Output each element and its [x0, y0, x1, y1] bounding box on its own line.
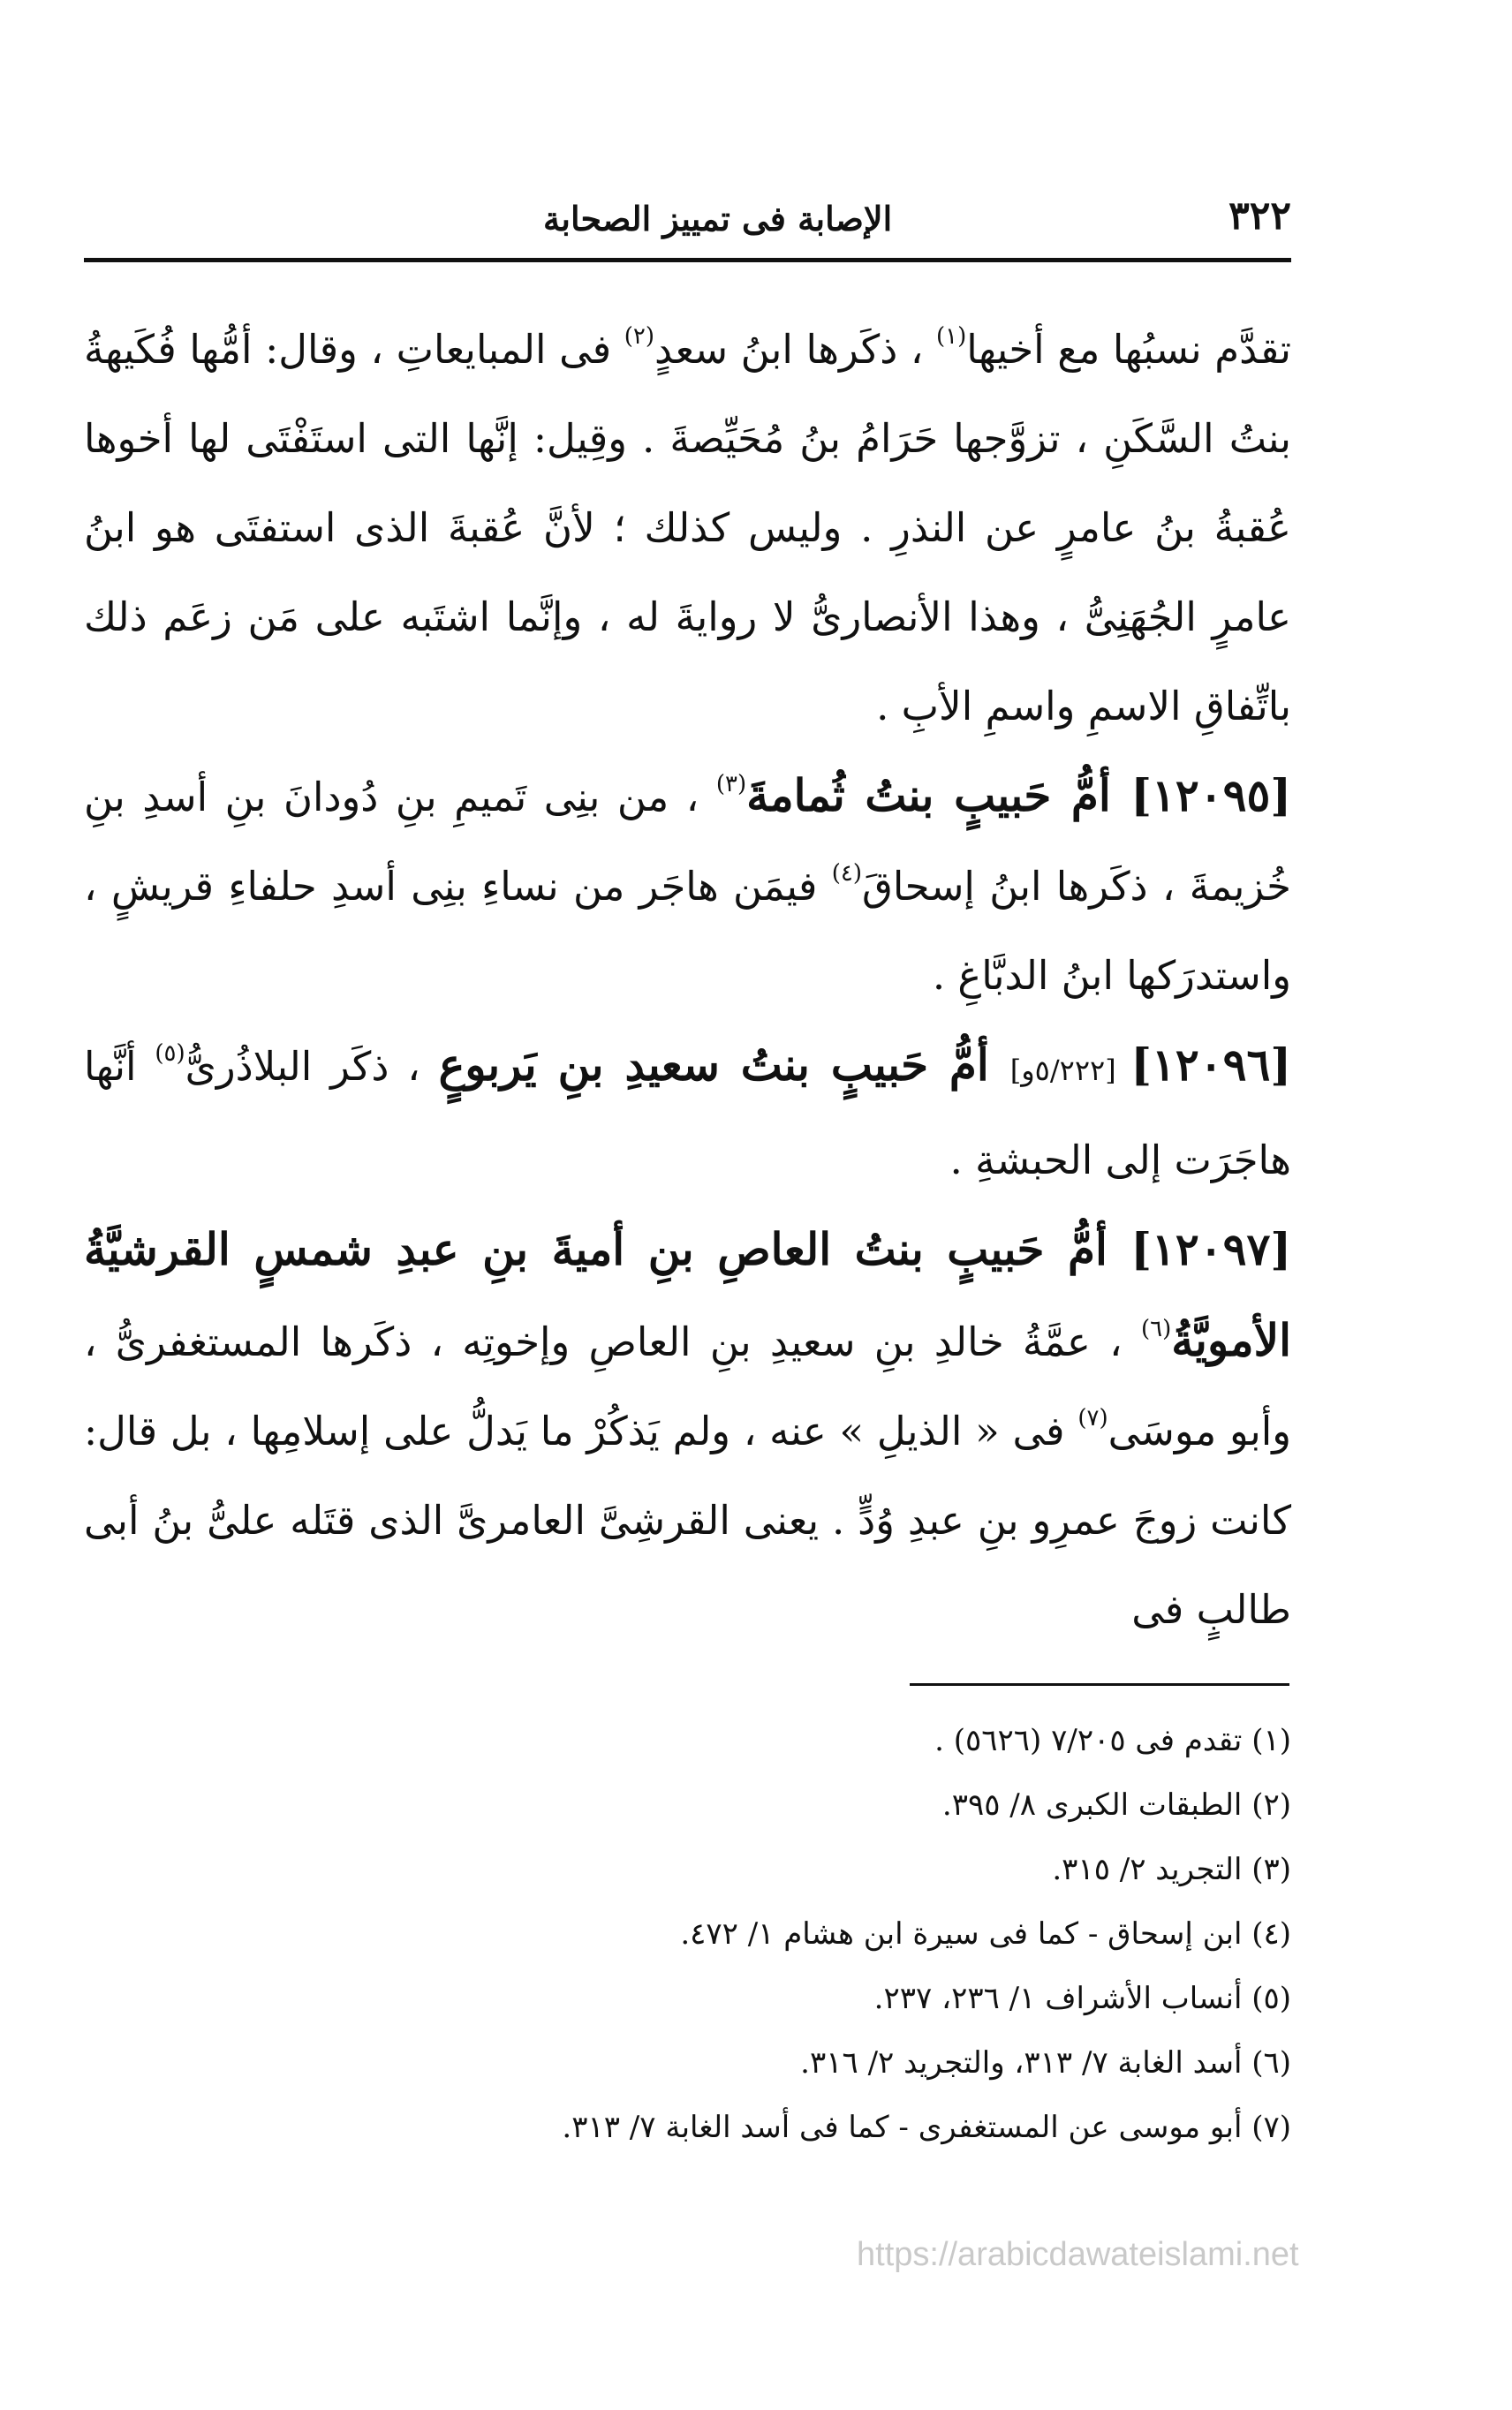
watermark-url: https://arabicdawateislami.net [857, 2236, 1299, 2273]
running-title: الإصابة فى تمييز الصحابة [543, 199, 893, 238]
footnote-5: (٥) أنساب الأشراف ١/ ٢٣٦، ٢٣٧. [873, 1981, 1291, 2016]
entry-12095 [84, 751, 1291, 1020]
entry-heading: أمُّ حَبيبٍ بنتُ سعيدِ بنِ يَربوعٍ [438, 1039, 1010, 1091]
footnote-marker: (٦) [1140, 1316, 1172, 1342]
text-run: ، ذكَرها ابنُ سعدٍ [654, 326, 937, 373]
text-run: فيمَن هاجَر من نساءِ بنِى أسدِ حلفاءِ قريشٍ ، واستدرَكها ابنُ الدبَّاغِ . [84, 863, 1291, 999]
header-rule [84, 258, 1291, 262]
paragraph-intro [84, 305, 1291, 751]
page-reference: [٥/٢٢٢و] [1009, 1054, 1131, 1087]
text-run: فى « الذيلِ » عنه ، ولم يَذكُرْ ما يَدلُّ على إسلامِها ، بل قال: كانت زوجَ عمرِو بنِ عبدِ وُدٍّ . يعنى القرشِىَّ العامرىَّ الذى قتَله علىُّ بنُ أبى طالبٍ فى [84, 1408, 1291, 1633]
footnote-rule [910, 1683, 1289, 1686]
entry-12096 [84, 1020, 1291, 1205]
page-header [84, 177, 1291, 238]
text-run: ، عمَّةُ خالدِ بنِ سعيدِ بنِ العاصِ وإخوتِه ، ذكَرها المستغفرىُّ ، وأبو موسَى [84, 1318, 1292, 1454]
footnote-3: (٣) التجريد ٢/ ٣١٥. [1052, 1852, 1291, 1887]
entry-number: [١٢٠٩٥] [1130, 769, 1292, 821]
main-text [84, 305, 1291, 1654]
entry-heading: أمُّ حَبيبٍ بنتُ العاصِ بنِ أميةَ بنِ عبدِ شمسٍ القرشيَّةُ الأمويَّةُ [84, 1223, 1291, 1366]
footnote-marker: (٢) [624, 323, 654, 350]
entry-number: [١٢٠٩٧] [1130, 1223, 1291, 1275]
footnote-marker: (٤) [831, 860, 863, 887]
text-run: ، من بنِى تَميمِ بنِ دُودانَ بنِ أسدِ بنِ خُزيمةَ ، ذكَرها ابنُ إسحاقَ [84, 774, 1292, 910]
footnote-7: (٧) أبو موسى عن المستغفرى - كما فى أسد الغابة ٧/ ٣١٣. [562, 2110, 1291, 2145]
text-run: فى المبايعاتِ ، وقال: أمُّها فُكَيهةُ بنتُ السَّكَنِ ، تزوَّجها حَرَامُ بنُ مُحَيِّصةَ . وقِيل: إنَّها التى استَفْتَى لها أخوها عُقبةُ بنُ عامرٍ عن النذرِ . وليس كذلك ؛ لأنَّ عُقبةَ الذى استفتَى هو ابنُ عامرٍ الجُهَنِىُّ ، وهذا الأنصارىُّ لا روايةَ له ، وإنَّما اشتَبه على مَن زعَم ذلك باتِّفاقِ الاسمِ واسمِ الأبِ . [84, 326, 1292, 729]
footnote-6: (٦) أسد الغابة ٧/ ٣١٣، والتجريد ٢/ ٣١٦. [800, 2045, 1291, 2081]
text-run: تقدَّم نسبُها مع أخيها [966, 326, 1292, 373]
footnote-marker: (٥) [155, 1040, 185, 1067]
footnote-2: (٢) الطبقات الكبرى ٨/ ٣٩٥. [941, 1787, 1291, 1823]
footnote-marker: (٧) [1077, 1405, 1108, 1432]
entry-number: [١٢٠٩٦] [1130, 1039, 1291, 1091]
footnote-1: (١) تقدم فى ٧/٢٠٥ (٥٦٢٦) . [934, 1723, 1291, 1758]
entry-heading: أمُّ حَبيبٍ بنتُ ثُمامةَ [746, 769, 1131, 821]
footnote-marker: (٣) [715, 771, 747, 797]
text-run: ، ذكَر البلاذُرىُّ [185, 1043, 439, 1090]
entry-12097 [84, 1205, 1291, 1654]
footnotes [84, 1709, 1291, 2160]
footnote-marker: (١) [936, 323, 967, 350]
footnote-4: (٤) ابن إسحاق - كما فى سيرة ابن هشام ١/ ٤٧٢. [680, 1916, 1291, 1952]
text-run: أنَّها هاجَرَت إلى الحبشةِ . [84, 1043, 1291, 1183]
page-number: ٣٢٢ [1228, 193, 1291, 238]
